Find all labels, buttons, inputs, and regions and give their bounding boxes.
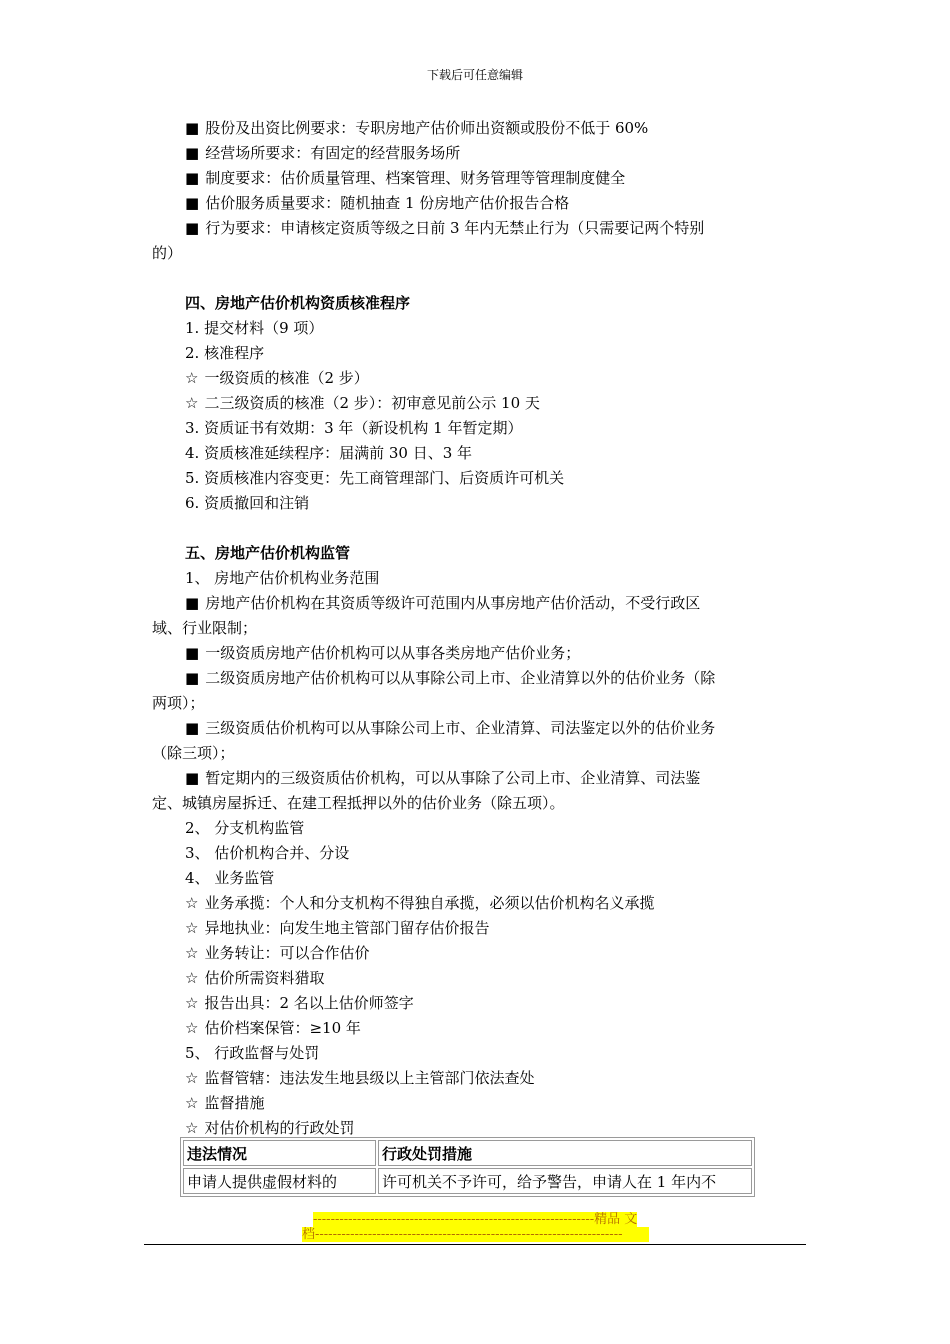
text-line — [152, 793, 565, 813]
line-text: 监督管辖：违法发生地县级以上主管部门依法查处 — [204, 1069, 535, 1087]
footer-watermark-line-2: 档---------------------------------------------------------------------- — [302, 1227, 649, 1242]
star-bullet-icon: ☆ — [185, 1094, 199, 1112]
text-line — [152, 693, 205, 713]
line-text: 2、 分支机构监管 — [185, 819, 305, 837]
text-line — [185, 893, 654, 913]
table-cell: 许可机关不予许可，给予警告，申请人在 1 年内不 — [378, 1168, 752, 1194]
text-line — [185, 1093, 264, 1113]
line-text: 5、 行政监督与处罚 — [185, 1044, 320, 1062]
section-heading — [185, 293, 410, 313]
square-bullet-icon: ■ — [185, 719, 200, 737]
text-line — [152, 618, 257, 638]
line-text: 制度要求：估价质量管理、档案管理、财务管理等管理制度健全 — [205, 169, 626, 187]
star-bullet-icon: ☆ — [185, 894, 199, 912]
table-row — [183, 1168, 752, 1194]
line-text: 对估价机构的行政处罚 — [204, 1119, 355, 1137]
footer-watermark-line-1: ----------------------------------------------------------------精品 文 — [313, 1212, 637, 1227]
line-text: （除三项）； — [152, 744, 235, 762]
square-bullet-icon: ■ — [185, 644, 200, 662]
text-line — [185, 593, 700, 613]
line-text: 域、行业限制； — [152, 619, 258, 637]
line-text: 6. 资质撤回和注销 — [185, 494, 310, 512]
text-line — [185, 393, 540, 413]
text-line — [185, 643, 580, 663]
text-line — [185, 1043, 319, 1063]
line-text: 股份及出资比例要求：专职房地产估价师出资额或股份不低于 60% — [205, 119, 649, 137]
line-text: 4、 业务监管 — [185, 869, 275, 887]
penalty-table — [180, 1137, 755, 1197]
table-cell: 申请人提供虚假材料的 — [183, 1168, 376, 1194]
text-line — [185, 368, 369, 388]
text-line — [185, 168, 625, 188]
line-text: 3、 估价机构合并、分设 — [185, 844, 350, 862]
line-text: 1、 房地产估价机构业务范围 — [185, 569, 380, 587]
line-text: 四、房地产估价机构资质核准程序 — [185, 294, 411, 312]
text-line — [185, 1068, 534, 1088]
square-bullet-icon: ■ — [185, 119, 200, 137]
line-text: 2. 核准程序 — [185, 344, 265, 362]
section-heading — [185, 543, 350, 563]
star-bullet-icon: ☆ — [185, 1069, 199, 1087]
line-text: 估价所需资料猎取 — [204, 969, 325, 987]
line-text: 一级资质的核准（2 步） — [204, 369, 369, 387]
line-text: 二三级资质的核准（2 步）：初审意见前公示 10 天 — [204, 394, 540, 412]
star-bullet-icon: ☆ — [185, 1119, 199, 1137]
line-text: 房地产估价机构在其资质等级许可范围内从事房地产估价活动，不受行政区 — [205, 594, 701, 612]
square-bullet-icon: ■ — [185, 669, 200, 687]
line-text: 三级资质估价机构可以从事除公司上市、企业清算、司法鉴定以外的估价业务 — [205, 719, 716, 737]
text-line — [185, 218, 704, 238]
line-text: 五、房地产估价机构监管 — [185, 544, 351, 562]
text-line — [185, 668, 715, 688]
text-line — [185, 718, 715, 738]
text-line — [185, 143, 460, 163]
text-line — [152, 243, 182, 263]
star-bullet-icon: ☆ — [185, 919, 199, 937]
star-bullet-icon: ☆ — [185, 969, 199, 987]
line-text: 监督措施 — [204, 1094, 265, 1112]
text-line — [185, 568, 379, 588]
line-text: 估价服务质量要求：随机抽查 1 份房地产估价报告合格 — [205, 194, 570, 212]
text-line — [185, 943, 369, 963]
line-text: 3. 资质证书有效期：3 年（新设机构 1 年暂定期） — [185, 419, 523, 437]
star-bullet-icon: ☆ — [185, 944, 199, 962]
line-text: 暂定期内的三级资质估价机构，可以从事除了公司上市、企业清算、司法鉴 — [205, 769, 701, 787]
text-line — [185, 918, 489, 938]
text-line — [185, 493, 309, 513]
text-line — [185, 818, 304, 838]
line-text: 两项）； — [152, 694, 205, 712]
square-bullet-icon: ■ — [185, 594, 200, 612]
text-line — [185, 1018, 361, 1038]
line-text: 估价档案保管：≥10 年 — [204, 1019, 361, 1037]
page-header: 下载后可任意编辑 — [426, 68, 523, 82]
star-bullet-icon: ☆ — [185, 394, 199, 412]
footer-rule — [144, 1244, 806, 1245]
star-bullet-icon: ☆ — [185, 994, 199, 1012]
square-bullet-icon: ■ — [185, 169, 200, 187]
text-line — [152, 743, 235, 763]
table-header-row — [183, 1140, 752, 1166]
line-text: 业务承揽：个人和分支机构不得独自承揽，必须以估价机构名义承揽 — [204, 894, 655, 912]
table-header-cell: 行政处罚措施 — [378, 1140, 752, 1166]
square-bullet-icon: ■ — [185, 194, 200, 212]
text-line — [185, 193, 569, 213]
star-bullet-icon: ☆ — [185, 1019, 199, 1037]
text-line — [185, 1118, 354, 1138]
line-text: 定、城镇房屋拆迁、在建工程抵押以外的估价业务（除五项）。 — [152, 794, 565, 812]
text-line — [185, 868, 274, 888]
table-header-cell: 违法情况 — [183, 1140, 376, 1166]
text-line — [185, 768, 700, 788]
line-text: 经营场所要求：有固定的经营服务场所 — [205, 144, 461, 162]
star-bullet-icon: ☆ — [185, 369, 199, 387]
text-line — [185, 968, 324, 988]
line-text: 4. 资质核准延续程序：届满前 30 日、3 年 — [185, 444, 473, 462]
square-bullet-icon: ■ — [185, 219, 200, 237]
line-text: 行为要求：申请核定资质等级之日前 3 年内无禁止行为（只需要记两个特别 — [205, 219, 705, 237]
text-line — [185, 468, 564, 488]
text-line — [185, 443, 472, 463]
line-text: 5. 资质核准内容变更：先工商管理部门、后资质许可机关 — [185, 469, 565, 487]
text-line — [185, 318, 323, 338]
text-line — [185, 343, 264, 363]
line-text: 报告出具：2 名以上估价师签字 — [204, 994, 414, 1012]
square-bullet-icon: ■ — [185, 144, 200, 162]
text-line — [185, 118, 648, 138]
text-line — [185, 843, 349, 863]
square-bullet-icon: ■ — [185, 769, 200, 787]
text-line — [185, 993, 414, 1013]
line-text: 的） — [152, 244, 183, 262]
line-text: 二级资质房地产估价机构可以从事除公司上市、企业清算以外的估价业务（除 — [205, 669, 716, 687]
line-text: 异地执业：向发生地主管部门留存估价报告 — [204, 919, 490, 937]
line-text: 业务转让：可以合作估价 — [204, 944, 370, 962]
line-text: 1. 提交材料（9 项） — [185, 319, 324, 337]
text-line — [185, 418, 522, 438]
line-text: 一级资质房地产估价机构可以从事各类房地产估价业务； — [205, 644, 581, 662]
